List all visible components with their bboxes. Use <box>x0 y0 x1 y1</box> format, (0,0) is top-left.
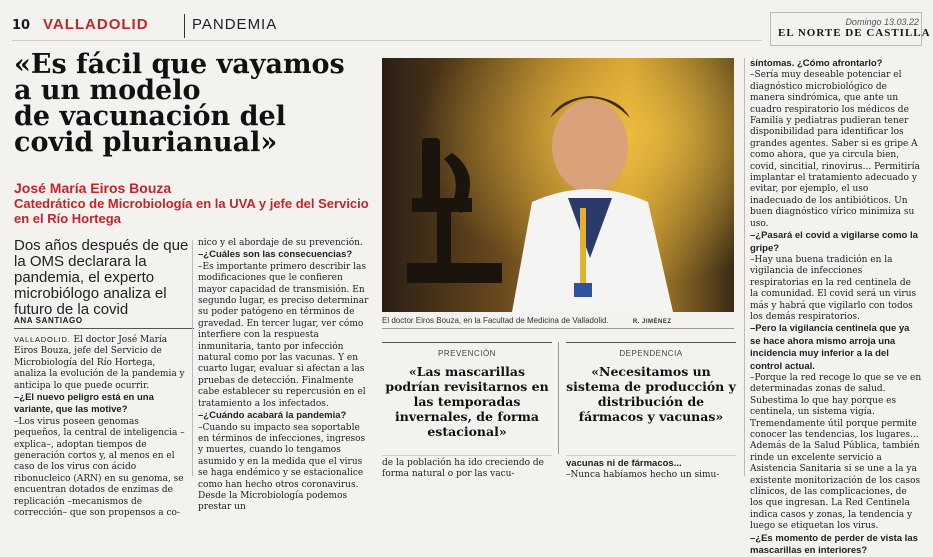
body-text: nico y el abordaje de su prevención. <box>198 238 363 248</box>
pull-quote-text: «Necesitamos un sistema de producción y distribución de fármacos y vacunas» <box>566 364 736 424</box>
newspaper-brand: EL NORTE DE CASTILLA <box>778 27 931 39</box>
interview-question: síntomas. ¿Cómo afrontarlo? <box>750 58 883 69</box>
body-text: –Hay una buena tradición en la vigilancia de infecciones respiratorias en la red centinela de la comunidad. El covid será un virus más y habrá que vigilarlo con todos los demás respiratorios. <box>750 254 917 322</box>
body-column-5 <box>750 58 922 557</box>
dateline: VALLADOLID. <box>14 335 71 344</box>
body-text: El doctor José María Eiros Bouza, jefe del Servicio de Microbiología del Río Hortega, analiza la evolución de la pandemia y anticipa lo que puede ocurrir. <box>14 335 185 391</box>
interviewee-title: Catedrático de Microbiología en la UVA y jefe del Servicio en el Río Hortega <box>14 196 369 226</box>
photo-illustration <box>382 58 734 312</box>
page-number: 10 <box>12 18 31 33</box>
author-rule <box>14 328 194 329</box>
article-summary: Dos años después de que la OMS declarara la pandemia, el experto microbiólogo analiza el futuro de la covid <box>14 237 189 318</box>
interview-question: vacunas ni de fármacos... <box>566 458 682 469</box>
pull-quote-label: PREVENCIÓN <box>438 349 496 358</box>
caption-rule <box>382 328 734 329</box>
headline-line: de vacunación del <box>14 101 286 132</box>
caption-text: El doctor Eiros Bouza, en la Facultad de Medicina de Valladolid. <box>382 316 609 325</box>
body-column-2 <box>198 238 370 513</box>
headline-line: «Es fácil que vayamos <box>14 49 345 80</box>
quote-divider <box>558 342 559 454</box>
interview-question: –¿El nuevo peligro está en una variante, que las motive? <box>14 392 154 416</box>
interviewee-photo <box>382 58 734 312</box>
interview-question: –Pero la vigilancia centinela que ya se hace ahora mismo arroja una incidencia muy inferior a la del control actual. <box>750 323 910 372</box>
body-text: –Cuando su impacto sea soportable en términos de infecciones, ingresos y muertes, cuando lo tengamos asumido y en la medida que el virus se haga endémico y se estacionalice como han hecho otros coronavirus. Desde la Microbiología podemos prestar un <box>198 422 366 513</box>
headline <box>14 49 374 158</box>
pull-quote-prevencion <box>382 342 552 456</box>
column-divider <box>744 58 745 476</box>
pull-quote-text: «Las mascarillas podrían revisitarnos en las temporadas invernales, de forma estacional» <box>385 364 549 439</box>
photo-credit: R. JIMÉNEZ <box>632 319 672 325</box>
body-text: de la población ha ido creciendo de forma natural o por las vacu- <box>382 458 545 480</box>
body-text: –Es importante primero describir las modificaciones que le confieren mayor capacidad de transmisión. En segundo lugar, es preciso determinar su poder patógeno en términos de gravedad. En tercer lugar, ver cómo interfiere con la respuesta inmunitaria, tanto por infección natural como por las vacunas. Y en cuarto lugar, evaluar si afectan a las pruebas de detección. Finalmente cabe establecer su repercusión en el tratamiento a los infectados. <box>198 261 369 409</box>
interview-question: –¿Es momento de perder de vista las mascarillas en interiores? <box>750 532 918 557</box>
body-text: –Nunca habíamos hecho un simu- <box>566 470 720 481</box>
header-rule <box>12 40 762 41</box>
issue-date: Domingo 13.03.22 <box>845 17 919 27</box>
interviewee-name: José María Eiros Bouza <box>14 180 172 196</box>
body-column-1 <box>14 334 186 519</box>
headline-line: a un modelo <box>14 75 201 106</box>
section-divider <box>184 14 185 38</box>
subsection-label: PANDEMIA <box>192 16 278 33</box>
headline-line: covid plurianual» <box>14 127 278 158</box>
interview-question: –¿Cuáles son las consecuencias? <box>198 249 353 261</box>
pull-quote-label: DEPENDENCIA <box>619 349 683 358</box>
photo-caption <box>382 316 734 325</box>
pull-quote-dependencia <box>566 342 736 456</box>
body-text: –Sería muy deseable potenciar el diagnóstico microbiológico de manera sindrómica, que ante un cuadro respiratorio los médicos de Familia y pediatras pudieran tener disponibilidad para identificar los grandes agentes. Saber si es gripe A como ahora, que ya circula bien, covid, sincitial, rinovirus... Permitiría implantar el tratamiento adecuado y evitar, por ejemplo, el uso inadecuado de los antibióticos. Un buen diagnóstico vírico minimiza su uso. <box>750 70 920 229</box>
body-text: –Los virus poseen genomas pequeños, la central de inteligencia –explica–, adoptan tiempos de generación cortos y, al menos en el caso de los virus con ácido ribonucleico (ARN) en su genoma, se encuentran dotados de enzimas de replicación –mecanismos de corrección– que son propensos a co- <box>14 416 185 519</box>
section-label: VALLADOLID <box>43 16 149 33</box>
column-divider <box>192 240 193 476</box>
interview-question: –¿Cuándo acabará la pandemia? <box>198 410 347 422</box>
interview-question: –¿Pasará el covid a vigilarse como la gripe? <box>750 230 918 254</box>
author-name: ANA SANTIAGO <box>14 316 83 325</box>
body-column-3-tail <box>382 458 554 480</box>
body-text: –Porque la red recoge lo que se ve en determinadas zonas de salud. Subestima lo que hay porque es centinela, un sistema vigía. Tremendamente útil porque permite conocer las tendencias, los lugares... Además de la Salud Pública, también rinde un excelente servicio a Asistencia Sanitaria si se une a la ya existente monitorización de los casos clínicos, de las complicaciones, de los que ingresan. La Red Centinela indica casos y zonas, la tendencia y luego se etiquetan los virus. <box>750 372 922 532</box>
body-column-4-tail <box>566 458 738 481</box>
